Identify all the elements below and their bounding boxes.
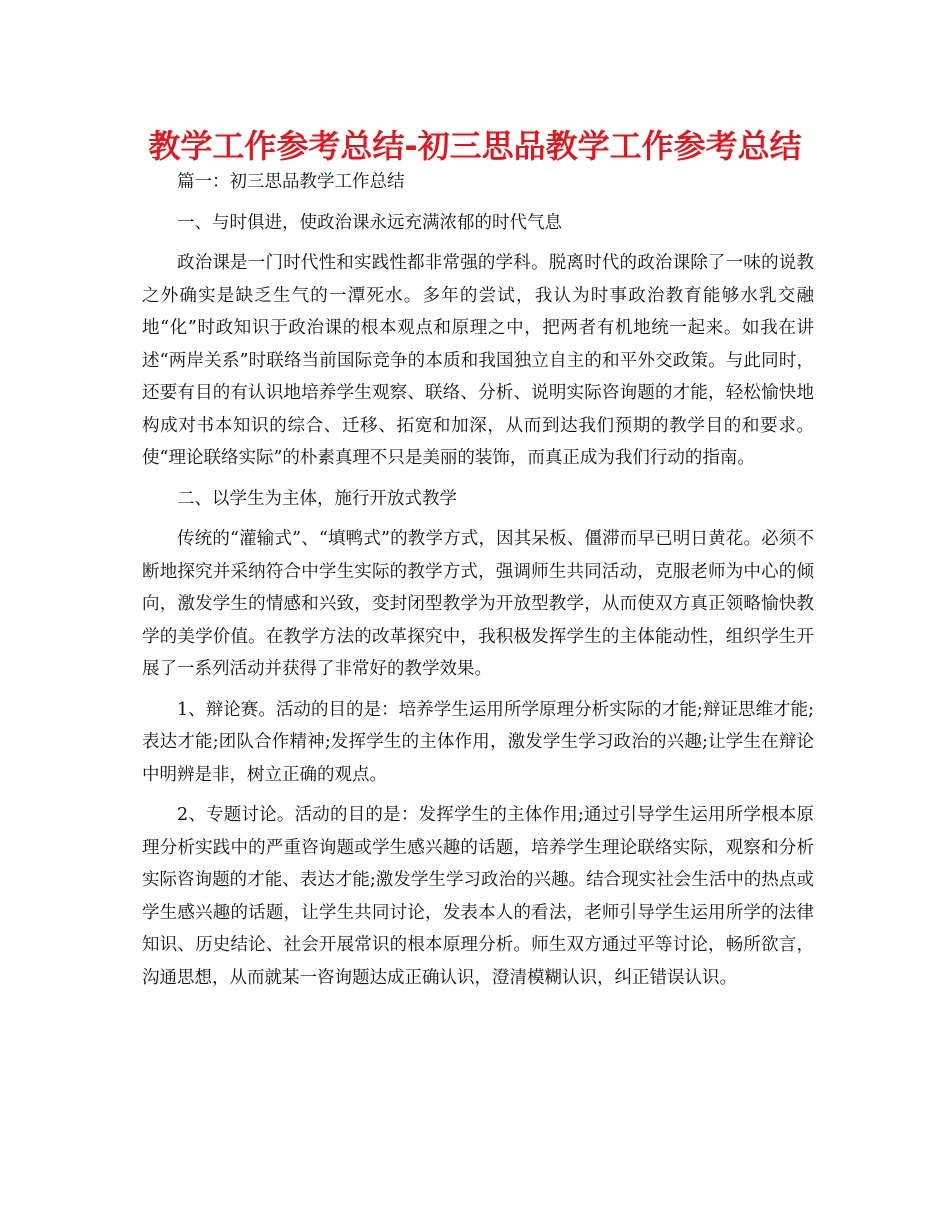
section-heading: 一、与时俱进，使政治课永远充满浓郁的时代气息	[177, 212, 562, 233]
body-paragraph: 2、专题讨论。活动的目的是：发挥学生的主体作用;通过引导学生运用所学根本原理分析实践中的严重咨询题或学生感兴趣的话题，培养学生理论联络实际，观察和分析实际咨询题的才能、表达才能;激发学生学习政治的兴趣。结合现实社会生活中的热点或学生感兴趣的话题，让学生共同讨论，发表本人的看法，老师引导学生运用所学的法律知识、历史结论、社会开展常识的根本原理分析。师生双方通过平等讨论，畅所欲言，沟通思想，从而就某一咨询题达成正确认识，澄清模糊认识，纠正错误认识。	[142, 805, 814, 988]
body-paragraph: 传统的“灌输式”、“填鸭式”的教学方式，因其呆板、僵滞而早已明日黄花。必须不断地探究并采纳符合中学生实际的教学方式，强调师生共同活动，克服老师为中心的倾向，激发学生的情感和兴致，变封闭型教学为开放型教学，从而使双方真正领略愉快教学的美学价值。在教学方法的改革探究中，我积极发挥学生的主体能动性，组织学生开展了一系列活动并获得了非常好的教学效果。	[142, 529, 814, 679]
section-heading: 二、以学生为主体，施行开放式教学	[177, 488, 457, 509]
body-paragraph: 1、辩论赛。活动的目的是：培养学生运用所学原理分析实际的才能;辩证思维才能;表达才能;团队合作精神;发挥学生的主体作用，激发学生学习政治的兴趣;让学生在辩论中明辨是非，树立正确的观点。	[142, 699, 814, 785]
body-paragraph: 政治课是一门时代性和实践性都非常强的学科。脱离时代的政治课除了一味的说教之外确实是缺乏生气的一潭死水。多年的尝试，我认为时事政治教育能够水乳交融地“化”时政知识于政治课的根本观点和原理之中，把两者有机地统一起来。如我在讲述“两岸关系”时联络当前国际竞争的本质和我国独立自主的和平外交政策。与此同时，还要有目的有认识地培养学生观察、联络、分析、说明实际咨询题的才能，轻松愉快地构成对书本知识的综合、迁移、拓宽和加深，从而到达我们预期的教学目的和要求。使“理论联络实际”的朴素真理不只是美丽的装饰，而真正成为我们行动的指南。	[142, 253, 814, 468]
section-heading: 篇一：初三思品教学工作总结	[177, 172, 405, 192]
document-body	[142, 166, 814, 994]
document-title: 教学工作参考总结-初三思品教学工作参考总结	[148, 127, 802, 165]
